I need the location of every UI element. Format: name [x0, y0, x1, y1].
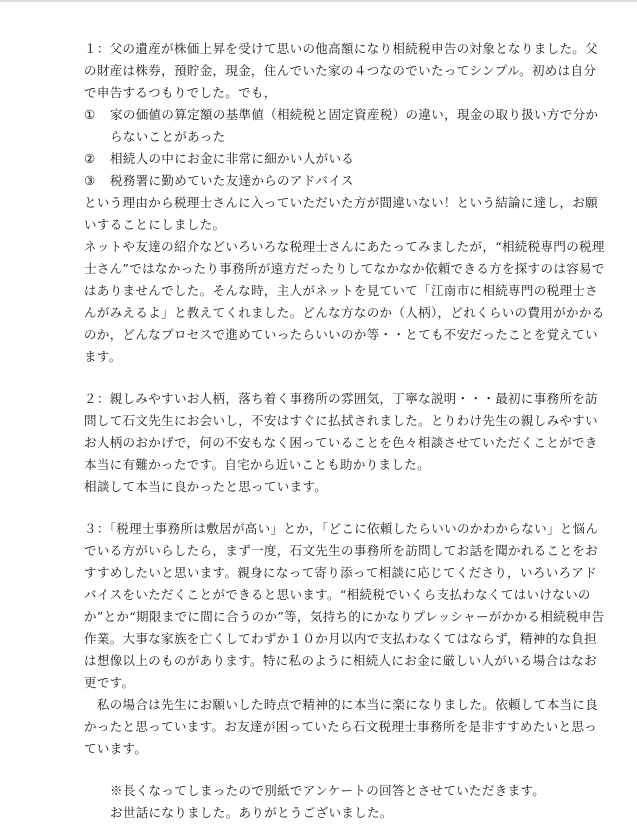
item-text: らないことがあった	[110, 129, 226, 144]
closing-thanks: お世話になりました。ありがとうございました。	[110, 805, 393, 820]
text-line: は想像以上のものがあります。特に私のように相続人にお金に厳しい人がいる場合はなお	[84, 653, 598, 668]
list-item	[84, 170, 569, 192]
section-3	[84, 518, 605, 760]
item-marker: ③	[84, 173, 96, 188]
text-line: 更です。	[84, 675, 135, 690]
text-line: はありませんでした。そんな時，主人がネットを見ていて「江南市に相続専門の税理士さ	[84, 283, 599, 298]
text-line: ネットや友達の紹介などいろいろな税理士さんにあたってみましたが，“相続税専門の税理	[84, 239, 605, 254]
list-item-continuation	[84, 126, 569, 148]
text-line: 私の場合は先生にお願いした時点で精神的に本当に楽になりました。依頼して本当に良	[84, 697, 599, 712]
section-1	[84, 38, 605, 368]
text-line: でいる方がいらしたら，まず一度，石文先生の事務所を訪問してお話を聞かれることをお	[84, 543, 599, 558]
paragraph-gap	[84, 368, 569, 388]
text-line: すすめしたいと思います。親身になって寄り添って相談に応じてくださり，いろいろアド	[84, 565, 598, 580]
text-line: 問して石文先生にお会いし，不安はすぐに払拭されました。とりわけ先生の親しみやすい	[84, 413, 599, 428]
text-line: ３：「税理士事務所は敷居が高い」とか，「どこに依頼したらいいのかわからない」と悩ん	[84, 521, 599, 536]
text-line: のか，どんなプロセスで進めていったらいいのか等・・とても不安だったことを覚えてい	[84, 327, 599, 342]
text-line: 本当に有難かったです。自宅から近いことも助かりました。	[84, 457, 430, 472]
text-line: で申告するつもりでした。でも，	[84, 85, 277, 100]
item-text: 税務署に勤めていた友達からのアドバイス	[110, 173, 354, 188]
text-line: んがみえるよ」と教えてくれました。どんな方なのか（人柄），どれくらいの費用がかかる	[84, 305, 605, 320]
text-line: ２：親しみやすいお人柄，落ち着く事務所の雰囲気，丁寧な説明・・・最初に事務所を訪	[84, 391, 599, 406]
letter-body	[84, 38, 605, 824]
text-line: １：父の遺産が株価上昇を受けて思いの他高額になり相続税申告の対象となりました。父	[84, 41, 599, 56]
text-line: ています。	[84, 741, 148, 756]
item-marker: ②	[84, 151, 96, 166]
closing-note: ※長くなってしまったので別紙でアンケートの回答とさせていただきます。	[110, 783, 546, 798]
item-text: 相続人の中にお金に非常に細かい人がいる	[110, 151, 355, 166]
item-text: 家の価値の算定額の基準値（相続税と固定資産税）の違い，現金の取り扱い方で分か	[110, 107, 599, 122]
text-line: お人柄のおかげで，何の不安もなく困っていることを色々相談させていただくことができ	[84, 435, 598, 450]
text-line: 士さん”ではなかったり事務所が遠方だったりしてなかなか依頼できる方を探すのは容易で	[84, 261, 605, 276]
text-line: ます。	[84, 349, 122, 364]
text-line: バイスをいただくことができると思います。“相続税でいくら支払わなくてはいけないの	[84, 587, 591, 602]
item-marker: ①	[84, 107, 96, 122]
paragraph-gap	[84, 760, 569, 780]
text-line: かったと思っています。お友達が困っていたら石文税理士事務所を是非すすめたいと思っ	[84, 719, 598, 734]
text-line: か”とか“期限までに間に合うのか”等，気持ち的にかなりプレッシャーがかかる相続税申告	[84, 609, 605, 624]
text-line: 相談して本当に良かったと思っています。	[84, 479, 328, 494]
closing	[84, 780, 569, 824]
section-2	[84, 388, 599, 498]
text-line: 作業。大事な家族を亡くしてわずか１０か月以内で支払わなくてはならず，精神的な負担	[84, 631, 598, 646]
text-line: という理由から税理士さんに入っていただいた方が間違いない！という結論に達し，お願	[84, 195, 599, 210]
paragraph-gap	[84, 498, 569, 518]
text-line: いすることにしました。	[84, 217, 226, 232]
list-item	[84, 104, 599, 126]
list-item	[84, 148, 569, 170]
text-line: の財産は株券，預貯金，現金，住んでいた家の４つなのでいたってシンプル。初めは自分	[84, 63, 597, 78]
